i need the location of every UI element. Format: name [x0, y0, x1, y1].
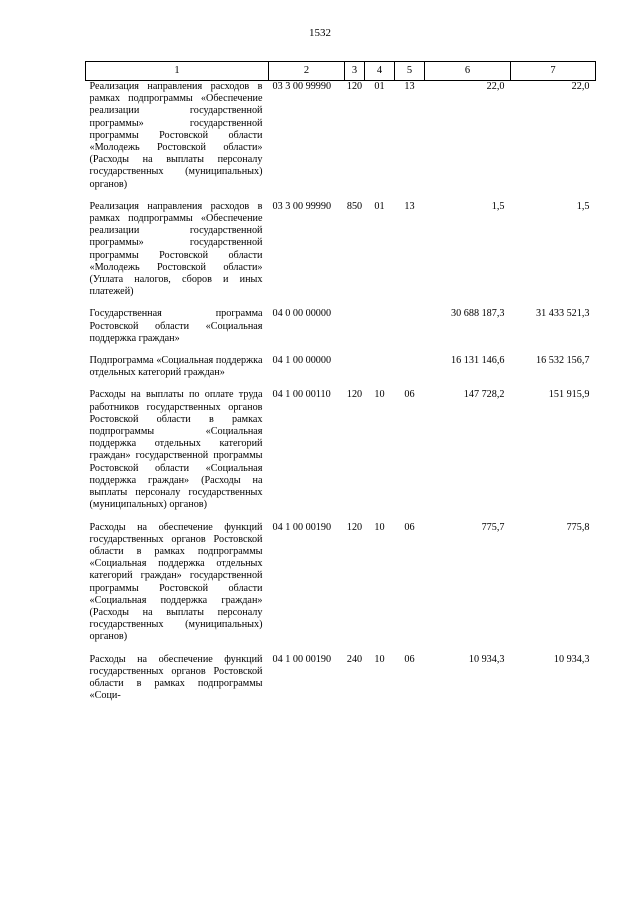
subsection-code: 06 [404, 389, 415, 401]
amount-year-1: 147 728,2 [463, 389, 505, 401]
row-description: Государственная программа Ростовской области «Социальная поддержка граждан» [89, 308, 263, 344]
target-article-code: 04 1 00 00110 [272, 389, 331, 401]
target-article-code: 04 1 00 00190 [272, 653, 332, 665]
amount-year-1: 16 131 146,6 [451, 355, 505, 367]
table-row [86, 355, 596, 389]
expense-type-code: 120 [346, 521, 363, 533]
column-header: 4 [365, 62, 395, 81]
amount-year-2: 16 532 156,7 [536, 355, 590, 367]
table-row [86, 522, 596, 654]
column-header: 5 [395, 62, 425, 81]
table-row [86, 308, 596, 355]
section-code [365, 308, 395, 355]
amount-year-2: 31 433 521,3 [536, 308, 590, 320]
section-code: 01 [374, 200, 385, 212]
row-description: Подпрограмма «Социальная поддержка отдельных категорий граждан» [89, 355, 263, 379]
target-article-code: 03 3 00 99990 [272, 200, 332, 212]
amount-year-1: 10 934,3 [468, 653, 505, 665]
section-code: 10 [374, 389, 385, 401]
expense-type-code: 120 [346, 81, 363, 92]
page-number: 1532 [309, 27, 331, 39]
subsection-code: 06 [404, 653, 415, 665]
amount-year-2: 10 934,3 [553, 653, 590, 665]
row-description: Реализация направления расходов в рамках подпрограммы «Обеспечение реализации государственной программы» государственной программы Ростовской области «Молодежь Ростовской области» (Расходы на выплаты персоналу государственных (муниципальных) органов) [89, 81, 263, 190]
column-header: 7 [511, 62, 596, 81]
target-article-code: 04 0 00 00000 [272, 308, 332, 320]
expense-type-code [345, 308, 365, 355]
row-description: Расходы на обеспечение функций государственных органов Ростовской области в рамках подпрограммы «Соци- [89, 653, 263, 702]
target-article-code: 03 3 00 99990 [272, 81, 332, 92]
row-description: Расходы на обеспечение функций государственных органов Ростовской области в рамках подпрограммы «Социальная поддержка отдельных категорий граждан» государственной программы Ростовской области «Социальная поддержка граждан» (Расходы на выплаты персоналу государственных (муниципальных) органов) [89, 521, 263, 643]
header-row [86, 62, 596, 81]
subsection-code: 13 [404, 81, 415, 92]
section-code: 01 [374, 81, 385, 92]
table-row [86, 654, 596, 713]
column-header: 3 [345, 62, 365, 81]
table-body [86, 81, 596, 713]
target-article-code: 04 1 00 00190 [272, 521, 332, 533]
amount-year-2: 1,5 [576, 200, 590, 212]
subsection-code: 06 [404, 521, 415, 533]
target-article-code: 04 1 00 00000 [272, 355, 332, 367]
amount-year-1: 22,0 [486, 81, 505, 92]
expense-type-code: 850 [346, 200, 363, 212]
subsection-code: 13 [404, 200, 415, 212]
expense-type-code: 120 [346, 389, 363, 401]
column-header: 6 [425, 62, 511, 81]
section-code [365, 355, 395, 389]
amount-year-1: 775,7 [481, 521, 505, 533]
expense-type-code [345, 355, 365, 389]
expense-type-code: 240 [346, 653, 363, 665]
amount-year-2: 22,0 [571, 81, 590, 92]
row-description: Реализация направления расходов в рамках подпрограммы «Обеспечение реализации государственной программы» государственной программы Ростовской области «Молодежь Ростовской области» (Уплата налогов, сборов и иных платежей) [89, 200, 263, 298]
table-row [86, 81, 596, 201]
subsection-code [395, 355, 425, 389]
column-header: 1 [86, 62, 269, 81]
table-row [86, 389, 596, 521]
amount-year-2: 775,8 [566, 521, 590, 533]
amount-year-2: 151 915,9 [548, 389, 590, 401]
section-code: 10 [374, 653, 385, 665]
column-header: 2 [269, 62, 345, 81]
budget-table [85, 61, 596, 712]
amount-year-1: 1,5 [491, 200, 505, 212]
subsection-code [395, 308, 425, 355]
row-description: Расходы на выплаты по оплате труда работников государственных органов Ростовской области в рамках подпрограммы «Социальная поддержка отдельных категорий граждан» государственной программы Ростовской области «Социальная поддержка граждан» (Расходы на выплаты персоналу государственных (муниципальных) органов) [89, 389, 263, 511]
section-code: 10 [374, 521, 385, 533]
table-row [86, 201, 596, 309]
amount-year-1: 30 688 187,3 [451, 308, 505, 320]
